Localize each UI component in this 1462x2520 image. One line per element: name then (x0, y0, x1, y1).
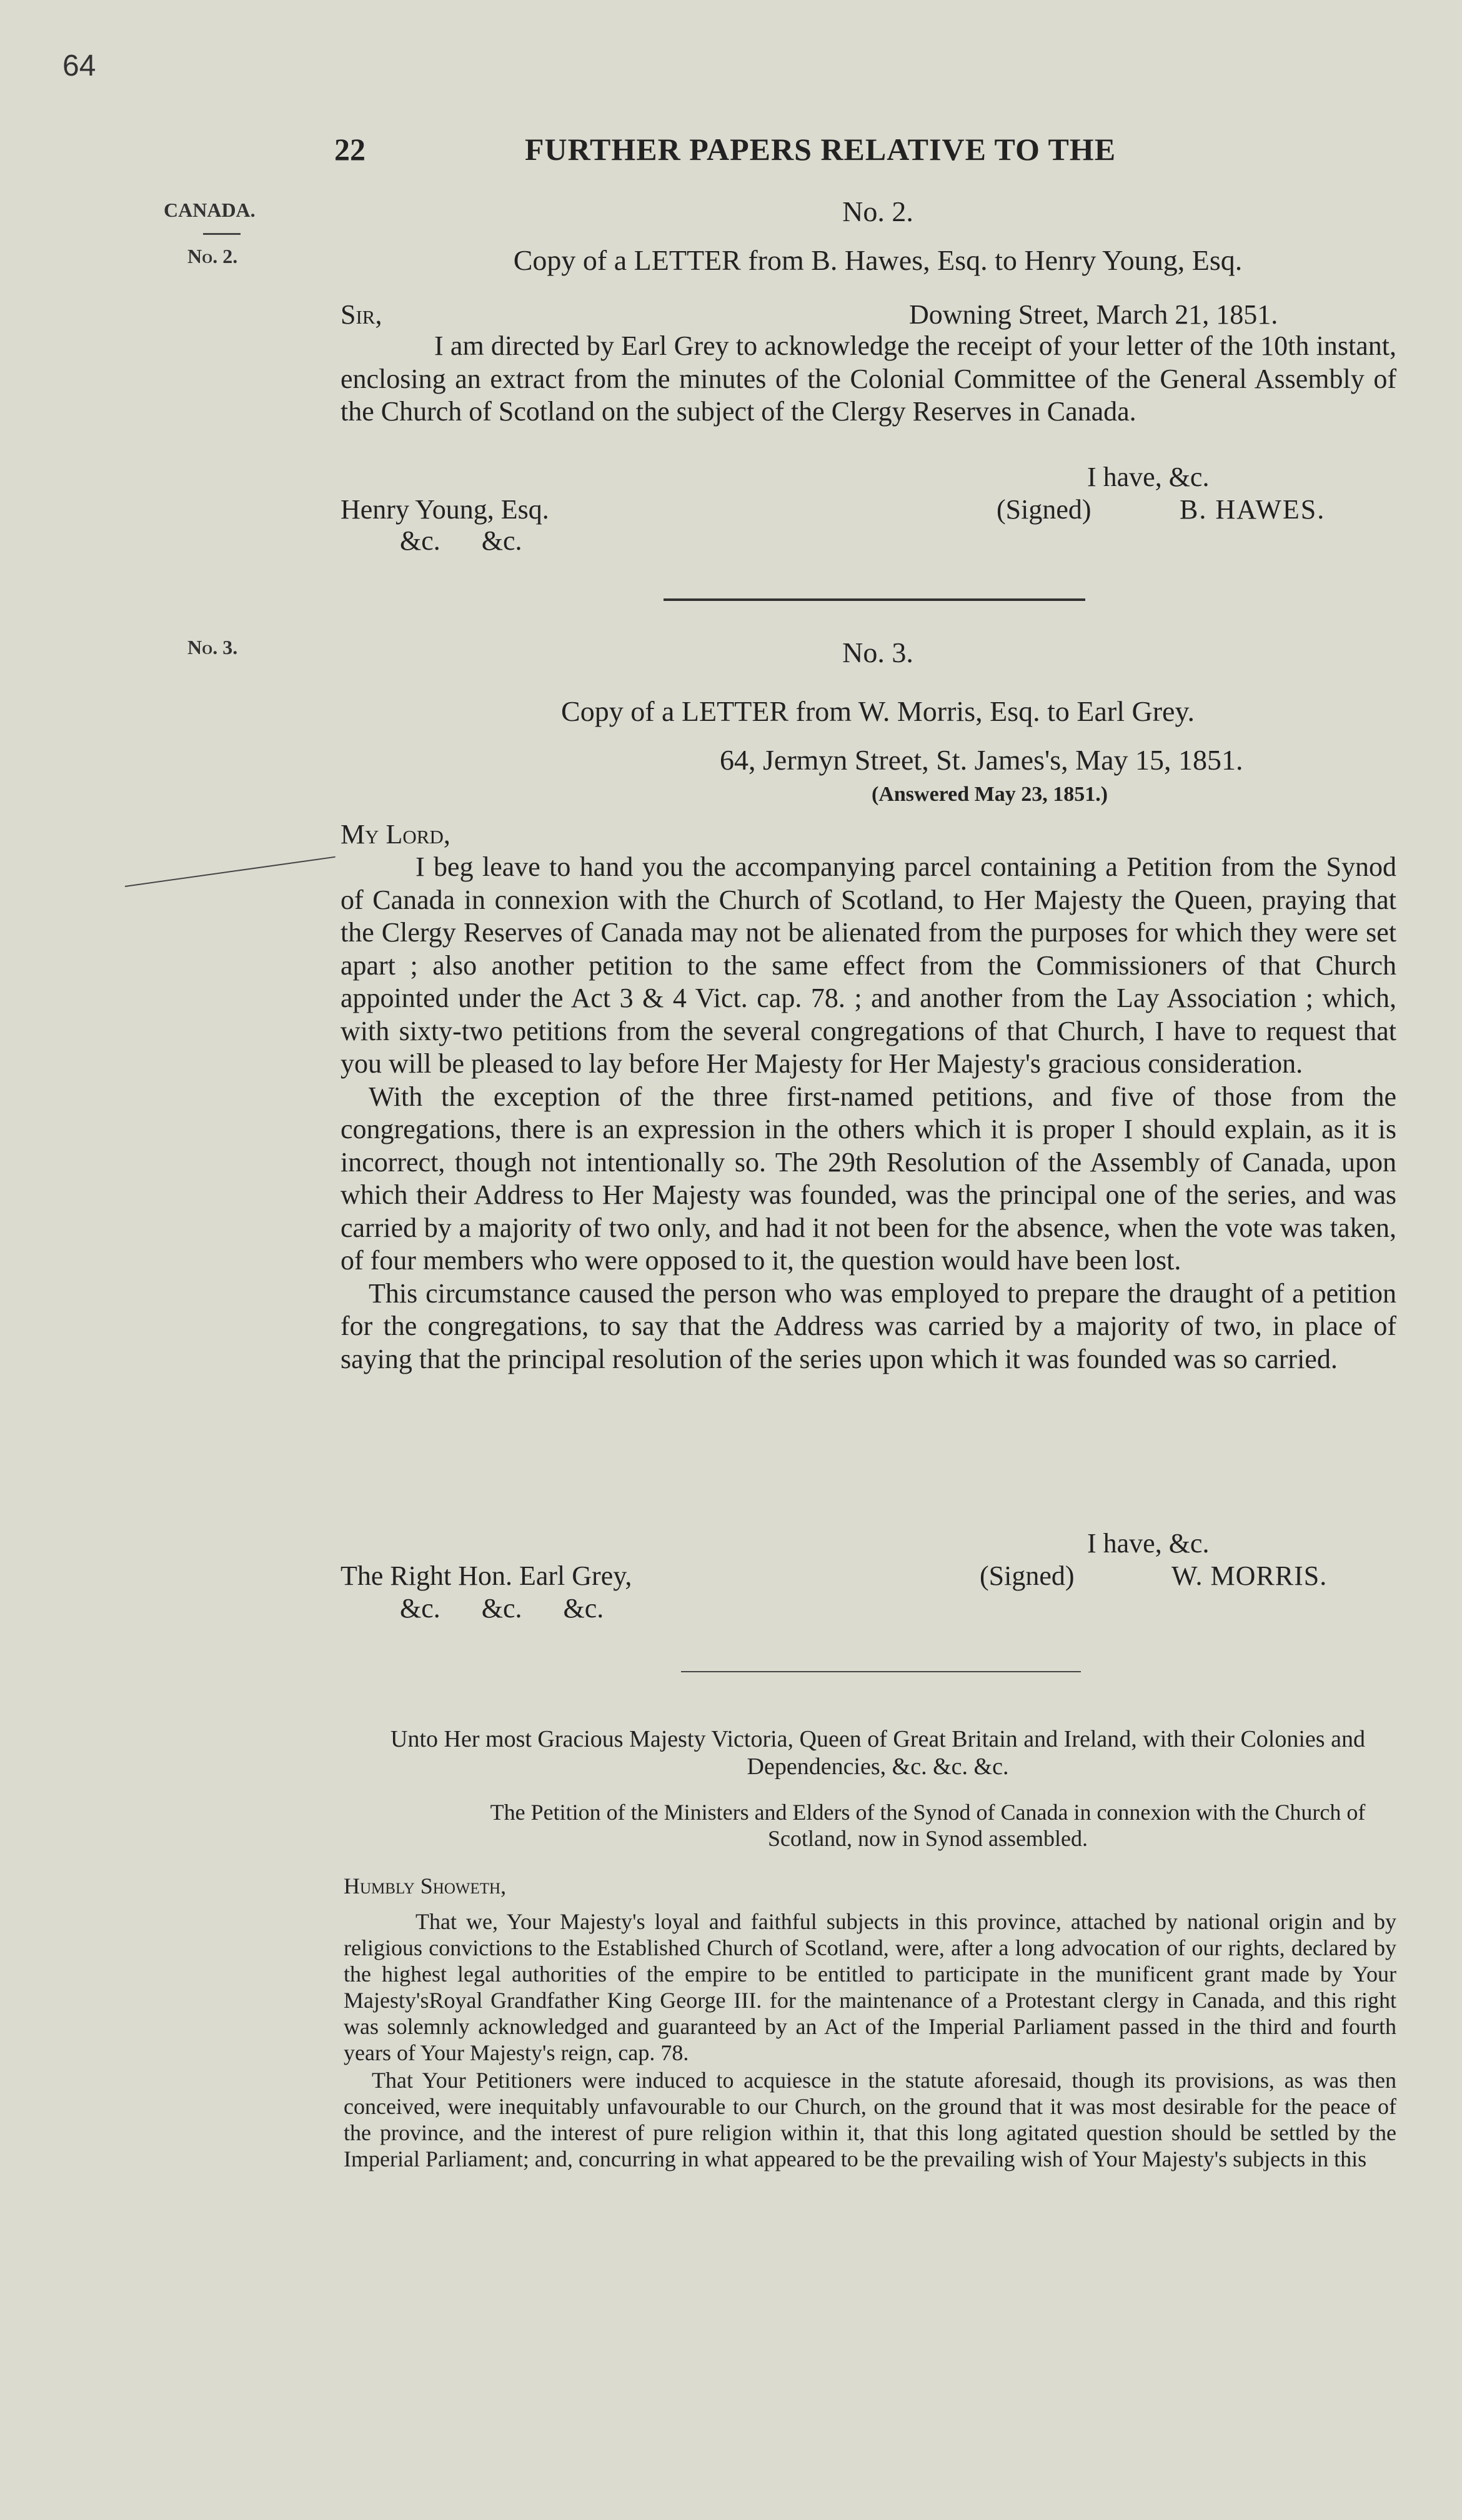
letter2-number: No. 3. (842, 637, 913, 668)
margin-no3: No. 3. (187, 636, 238, 658)
letter2-paragraph: With the exception of the three first-named petitions, and five of those from the congregations, there is an expression in the others which it is proper I should explain, as it is incorrect, though not intentionally so. The 29th Resolution of the Assembly of Canada, upon which their Address to Her Majesty was founded, was the principal one of the series, and was carried by a majority of two only, and had it not been for the absence, when the vote was taken, of four members who were opposed to it, the question would have been lost. (341, 1081, 1396, 1276)
section-divider (664, 598, 1085, 601)
letter2-addressee: The Right Hon. Earl Grey, (341, 1560, 632, 1591)
letter2-closing: I have, &c. (1087, 1528, 1210, 1559)
petition-body (344, 1908, 1396, 2172)
letter1-signed-label: (Signed) (997, 494, 1092, 525)
petition-showeth-text: Humbly Showeth, (344, 1873, 507, 1898)
letter1-number: No. 2. (842, 196, 913, 227)
letter1-body: I am directed by Earl Grey to acknowledge the receipt of your letter of the 10th instant, enclosing an extract from the minutes of the Colonial Committee of the General Assembly of the Church of Scotland on the subject of the Clergy Reserves in Canada. (341, 330, 1396, 427)
running-head (334, 131, 1421, 175)
letter2-answered: (Answered May 23, 1851.) (872, 783, 1108, 806)
scan-page-number: 64 (62, 49, 96, 82)
petition-showeth (344, 1873, 506, 1899)
pen-stroke-mark (125, 856, 336, 887)
letter2-signed-label: (Signed) (980, 1560, 1075, 1591)
section-divider-thin (681, 1671, 1081, 1672)
letter2-body (341, 851, 1396, 1376)
letter1-dateline: Downing Street, March 21, 1851. (909, 299, 1278, 330)
letter1-signature: B. HAWES. (1180, 494, 1326, 525)
letter2-dateline: 64, Jermyn Street, St. James's, May 15, 1851. (720, 744, 1243, 776)
letter1-addressee: Henry Young, Esq. (341, 494, 549, 525)
letter1-closing: I have, &c. (1087, 462, 1210, 492)
letter2-signature: W. MORRIS. (1171, 1560, 1328, 1591)
petition-address: Unto Her most Gracious Majesty Victoria, Queen of Great Britain and Ireland, with their Colonies and Dependencies, &c. &c. &c. (390, 1726, 1365, 1780)
letter1-addressee-etc: &c. &c. (400, 525, 522, 556)
letter2-title: Copy of a LETTER from W. Morris, Esq. to Earl Grey. (561, 695, 1195, 727)
petition-paragraph: That Your Petitioners were induced to acquiesce in the statute aforesaid, though its provisions, as was then conceived, were inequitably unfavourable to our Church, on the ground that it was most desirable for the peace of the province, and the interest of pure religion within it, that this long agitated question should be settled by the Imperial Parliament; and, concurring in what appeared to be the prevailing wish of Your Majesty's subjects in this (344, 2068, 1396, 2171)
letter1-title-text: Copy of a LETTER from B. Hawes, Esq. to Henry Young, Esq. (513, 244, 1243, 276)
petition-paragraph: That we, Your Majesty's loyal and faithful subjects in this province, attached by national origin and by religious convictions to the Established Church of Scotland, were, after a long advocation of our rights, declared by the highest legal authorities of the empire to be entitled to participate in the munificent grant made by Your Majesty'sRoyal Grandfather King George III. for the maintenance of a Protestant clergy in Canada, and this right was solemnly acknowledged and guaranteed by an Act of the Imperial Parliament passed in the third and fourth years of Your Majesty's reign, cap. 78. (344, 1909, 1396, 2065)
letter2-paragraph: I beg leave to hand you the accompanying parcel containing a Petition from the Synod of Canada in connexion with the Church of Scotland, to Her Majesty the Queen, praying that the Clergy Reserves of Canada may not be alienated from the purposes for which they were set apart ; also another petition to the same effect from the Commissioners of that Church appointed under the Act 3 & 4 Vict. cap. 78. ; and another from the Lay Association ; which, with sixty-two petitions from the several congregations of that Church, I have to request that you will be pleased to lay before Her Majesty for Her Majesty's gracious consideration. (341, 851, 1396, 1079)
letter1-salutation (341, 299, 382, 330)
running-title: FURTHER PAPERS RELATIVE TO THE (525, 132, 1116, 167)
page-number: 22 (334, 132, 366, 167)
letter1-salutation-text: Sir, (341, 299, 382, 330)
margin-canada: CANADA. (164, 199, 256, 221)
petition-petitioners: The Petition of the Ministers and Elders of the Synod of Canada in connexion with the Church of Scotland, now in Synod assembled. (490, 1800, 1366, 1851)
letter1-title (337, 244, 1418, 277)
letter2-salutation (341, 818, 450, 850)
letter2-addressee-etc: &c. &c. &c. (400, 1593, 604, 1624)
margin-rule (203, 233, 241, 235)
letter2-salutation-text: My Lord, (341, 819, 450, 850)
letter2-paragraph: This circumstance caused the person who was employed to prepare the draught of a petition for the congregations, to say that the Address was carried by a majority of two, in place of saying that the principal resolution of the series upon which it was founded was so carried. (341, 1277, 1396, 1374)
margin-no2: No. 2. (187, 245, 238, 267)
